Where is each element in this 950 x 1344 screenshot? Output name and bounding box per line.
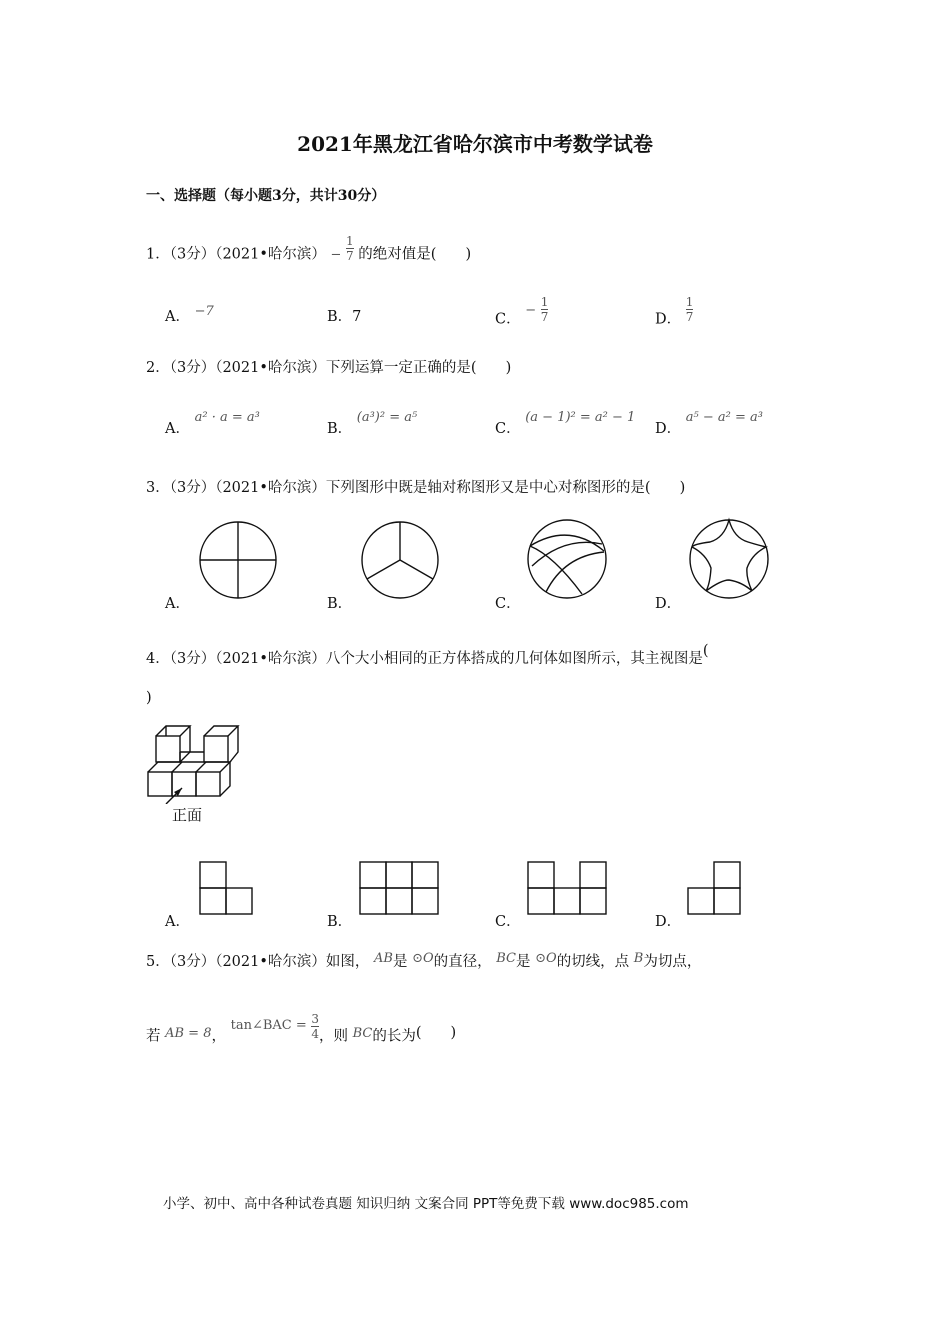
answer-paren-open: ( bbox=[702, 643, 709, 659]
question-number: 4． bbox=[146, 651, 170, 667]
option-label: C． bbox=[495, 421, 521, 437]
fraction-denominator: 7 bbox=[685, 310, 694, 324]
answer-paren: ( ) bbox=[430, 246, 472, 263]
cube-stack-figure bbox=[146, 722, 246, 804]
question-meta: （3分）（2021•哈尔滨） bbox=[169, 246, 326, 263]
option-label: C． bbox=[495, 311, 521, 328]
option-b: B．7 bbox=[327, 309, 362, 325]
question-meta: （3分）（2021•哈尔滨）下列运算一定正确的是 bbox=[169, 360, 471, 376]
fraction-denominator: 7 bbox=[346, 249, 354, 263]
option-label: A． bbox=[165, 421, 190, 437]
option-c bbox=[495, 410, 636, 438]
front-view-option-c bbox=[526, 860, 610, 918]
text-is: 是 bbox=[516, 954, 531, 970]
fraction-denominator: 7 bbox=[540, 310, 549, 324]
front-view-option-b bbox=[358, 860, 442, 918]
fraction-sign: − bbox=[330, 247, 342, 263]
fraction-numerator: 1 bbox=[540, 295, 549, 309]
circle-star-figure bbox=[686, 516, 772, 602]
fraction-numerator: 1 bbox=[346, 234, 354, 248]
fraction-denominator: 4 bbox=[311, 1027, 319, 1041]
option-b-label: B． bbox=[327, 596, 353, 612]
option-b bbox=[327, 410, 418, 438]
answer-paren-close: ) bbox=[146, 690, 152, 706]
option-a-label: A． bbox=[165, 914, 190, 930]
text-if: 若 bbox=[146, 1028, 161, 1045]
segment-ab: AB bbox=[374, 951, 393, 966]
answer-paren: ( ) bbox=[470, 360, 512, 376]
ab-equation: AB = 8 bbox=[165, 1025, 212, 1041]
segment-bc: BC bbox=[496, 951, 517, 966]
front-view-option-a bbox=[198, 860, 256, 918]
question-meta: （3分）（2021•哈尔滨）如图， bbox=[169, 954, 370, 970]
question-number: 5． bbox=[146, 954, 170, 970]
question-2 bbox=[146, 356, 511, 377]
option-c-label: C． bbox=[495, 914, 521, 930]
answer-paren: ( ) bbox=[415, 1024, 457, 1041]
page-title: 2021年黑龙江省哈尔滨市中考数学试卷 bbox=[297, 132, 653, 156]
question-number: 2． bbox=[146, 360, 170, 376]
tan-expression: tan∠BAC = bbox=[230, 1017, 307, 1033]
option-c bbox=[495, 295, 549, 334]
question-meta: （3分）（2021•哈尔滨）下列图形中既是轴对称图形又是中心对称图形的是 bbox=[169, 480, 645, 496]
circle-three-sectors-figure bbox=[358, 518, 442, 602]
question-4 bbox=[146, 643, 709, 668]
text-then: ，则 bbox=[319, 1028, 348, 1045]
circle-o: ⊙O bbox=[412, 951, 434, 966]
fraction-numerator: 3 bbox=[311, 1012, 319, 1026]
question-meta: （3分）（2021•哈尔滨）八个大小相同的正方体搭成的几何体如图所示，其主视图是 bbox=[169, 651, 703, 667]
question-5-line-1 bbox=[146, 950, 701, 971]
fraction bbox=[346, 234, 354, 263]
option-value: (a³)² = a⁵ bbox=[356, 410, 418, 425]
option-d-label: D． bbox=[655, 914, 682, 930]
tan-fraction bbox=[311, 1012, 319, 1041]
option-b-label: B． bbox=[327, 914, 353, 930]
option-c-label: C． bbox=[495, 596, 521, 612]
text-tangent-point: 为切点， bbox=[643, 954, 702, 970]
fraction bbox=[686, 295, 694, 324]
answer-paren: ( ) bbox=[644, 480, 686, 496]
question-1 bbox=[146, 234, 472, 269]
question-number: 3． bbox=[146, 480, 170, 496]
question-number: 1． bbox=[146, 246, 170, 263]
comma: ， bbox=[211, 1028, 226, 1045]
text-tangent: 的切线，点 bbox=[556, 954, 630, 970]
option-value: (a − 1)² = a² − 1 bbox=[525, 410, 636, 425]
point-b: B bbox=[633, 951, 644, 966]
option-value: −7 bbox=[194, 304, 214, 319]
option-value: a² · a = a³ bbox=[194, 410, 260, 425]
option-d-label: D． bbox=[655, 596, 682, 612]
text-length: 的长为 bbox=[372, 1028, 416, 1045]
footer: 小学、初中、高中各种试卷真题 知识归纳 文案合同 PPT等免费下载 www.doc985.com bbox=[163, 1196, 689, 1212]
front-view-option-d bbox=[686, 860, 744, 918]
fraction-numerator: 1 bbox=[685, 295, 694, 309]
fraction-sign: − bbox=[525, 302, 537, 318]
option-value: a⁵ − a² = a³ bbox=[685, 410, 763, 425]
option-a-label: A． bbox=[165, 596, 190, 612]
text-diameter: 的直径， bbox=[433, 954, 492, 970]
section-heading: 一、选择题（每小题3分，共计30分） bbox=[146, 188, 386, 204]
option-d bbox=[655, 295, 694, 334]
fraction bbox=[541, 295, 549, 324]
option-label: D． bbox=[655, 421, 682, 437]
option-label: D． bbox=[655, 311, 682, 328]
option-label: A． bbox=[165, 309, 190, 325]
circle-two-arcs-figure bbox=[524, 516, 610, 602]
option-a bbox=[165, 410, 260, 438]
text-is: 是 bbox=[392, 954, 408, 970]
option-d bbox=[655, 410, 763, 438]
circle-quadrants-figure bbox=[196, 518, 280, 602]
option-label: B． bbox=[327, 421, 353, 437]
question-5-line-2 bbox=[146, 1012, 457, 1051]
front-label: 正面 bbox=[172, 806, 203, 824]
segment-bc: BC bbox=[352, 1025, 373, 1041]
option-a bbox=[165, 305, 214, 326]
question-text: 的绝对值是 bbox=[358, 246, 431, 263]
circle-o: ⊙O bbox=[535, 951, 557, 966]
question-3 bbox=[146, 476, 685, 497]
